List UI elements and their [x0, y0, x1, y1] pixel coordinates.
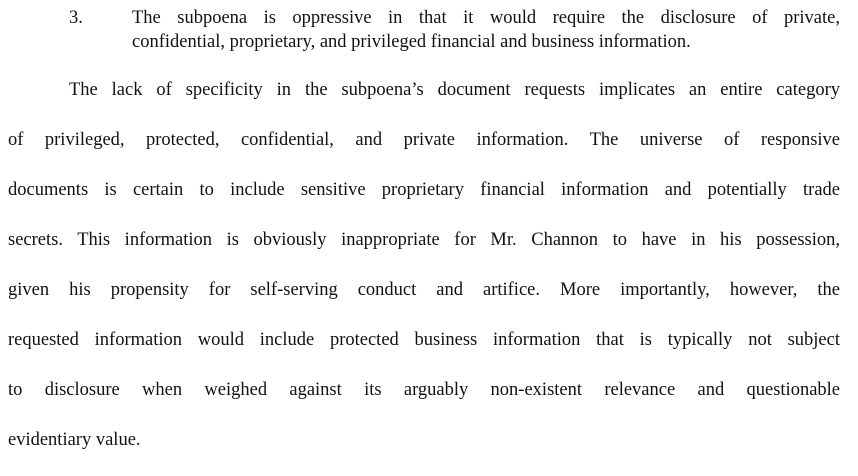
paragraph-line: evidentiary value.	[8, 430, 141, 450]
paragraph-line: secrets. This information is obviously inappropriate for Mr. Channon to have in his possession,	[8, 230, 840, 250]
paragraph-line: The lack of specificity in the subpoena’s document requests implicates an entire category	[69, 80, 840, 100]
heading-line: confidential, proprietary, and privileged financial and business information.	[132, 32, 691, 52]
paragraph-line: to disclosure when weighed against its arguably non-existent relevance and questionable	[8, 380, 840, 400]
heading-text	[132, 6, 840, 54]
paragraph-line: of privileged, protected, confidential, and private information. The universe of responsive	[8, 130, 840, 150]
paragraph-line: documents is certain to include sensitive proprietary financial information and potentially trade	[8, 180, 840, 200]
heading-line: The subpoena is oppressive in that it would require the disclosure of private,	[132, 8, 840, 28]
paragraph-line: given his propensity for self-serving conduct and artifice. More importantly, however, the	[8, 280, 840, 300]
paragraph-line: requested information would include protected business information that is typically not subject	[8, 330, 840, 350]
heading-number: 3.	[69, 8, 83, 28]
body-paragraph	[8, 76, 840, 476]
